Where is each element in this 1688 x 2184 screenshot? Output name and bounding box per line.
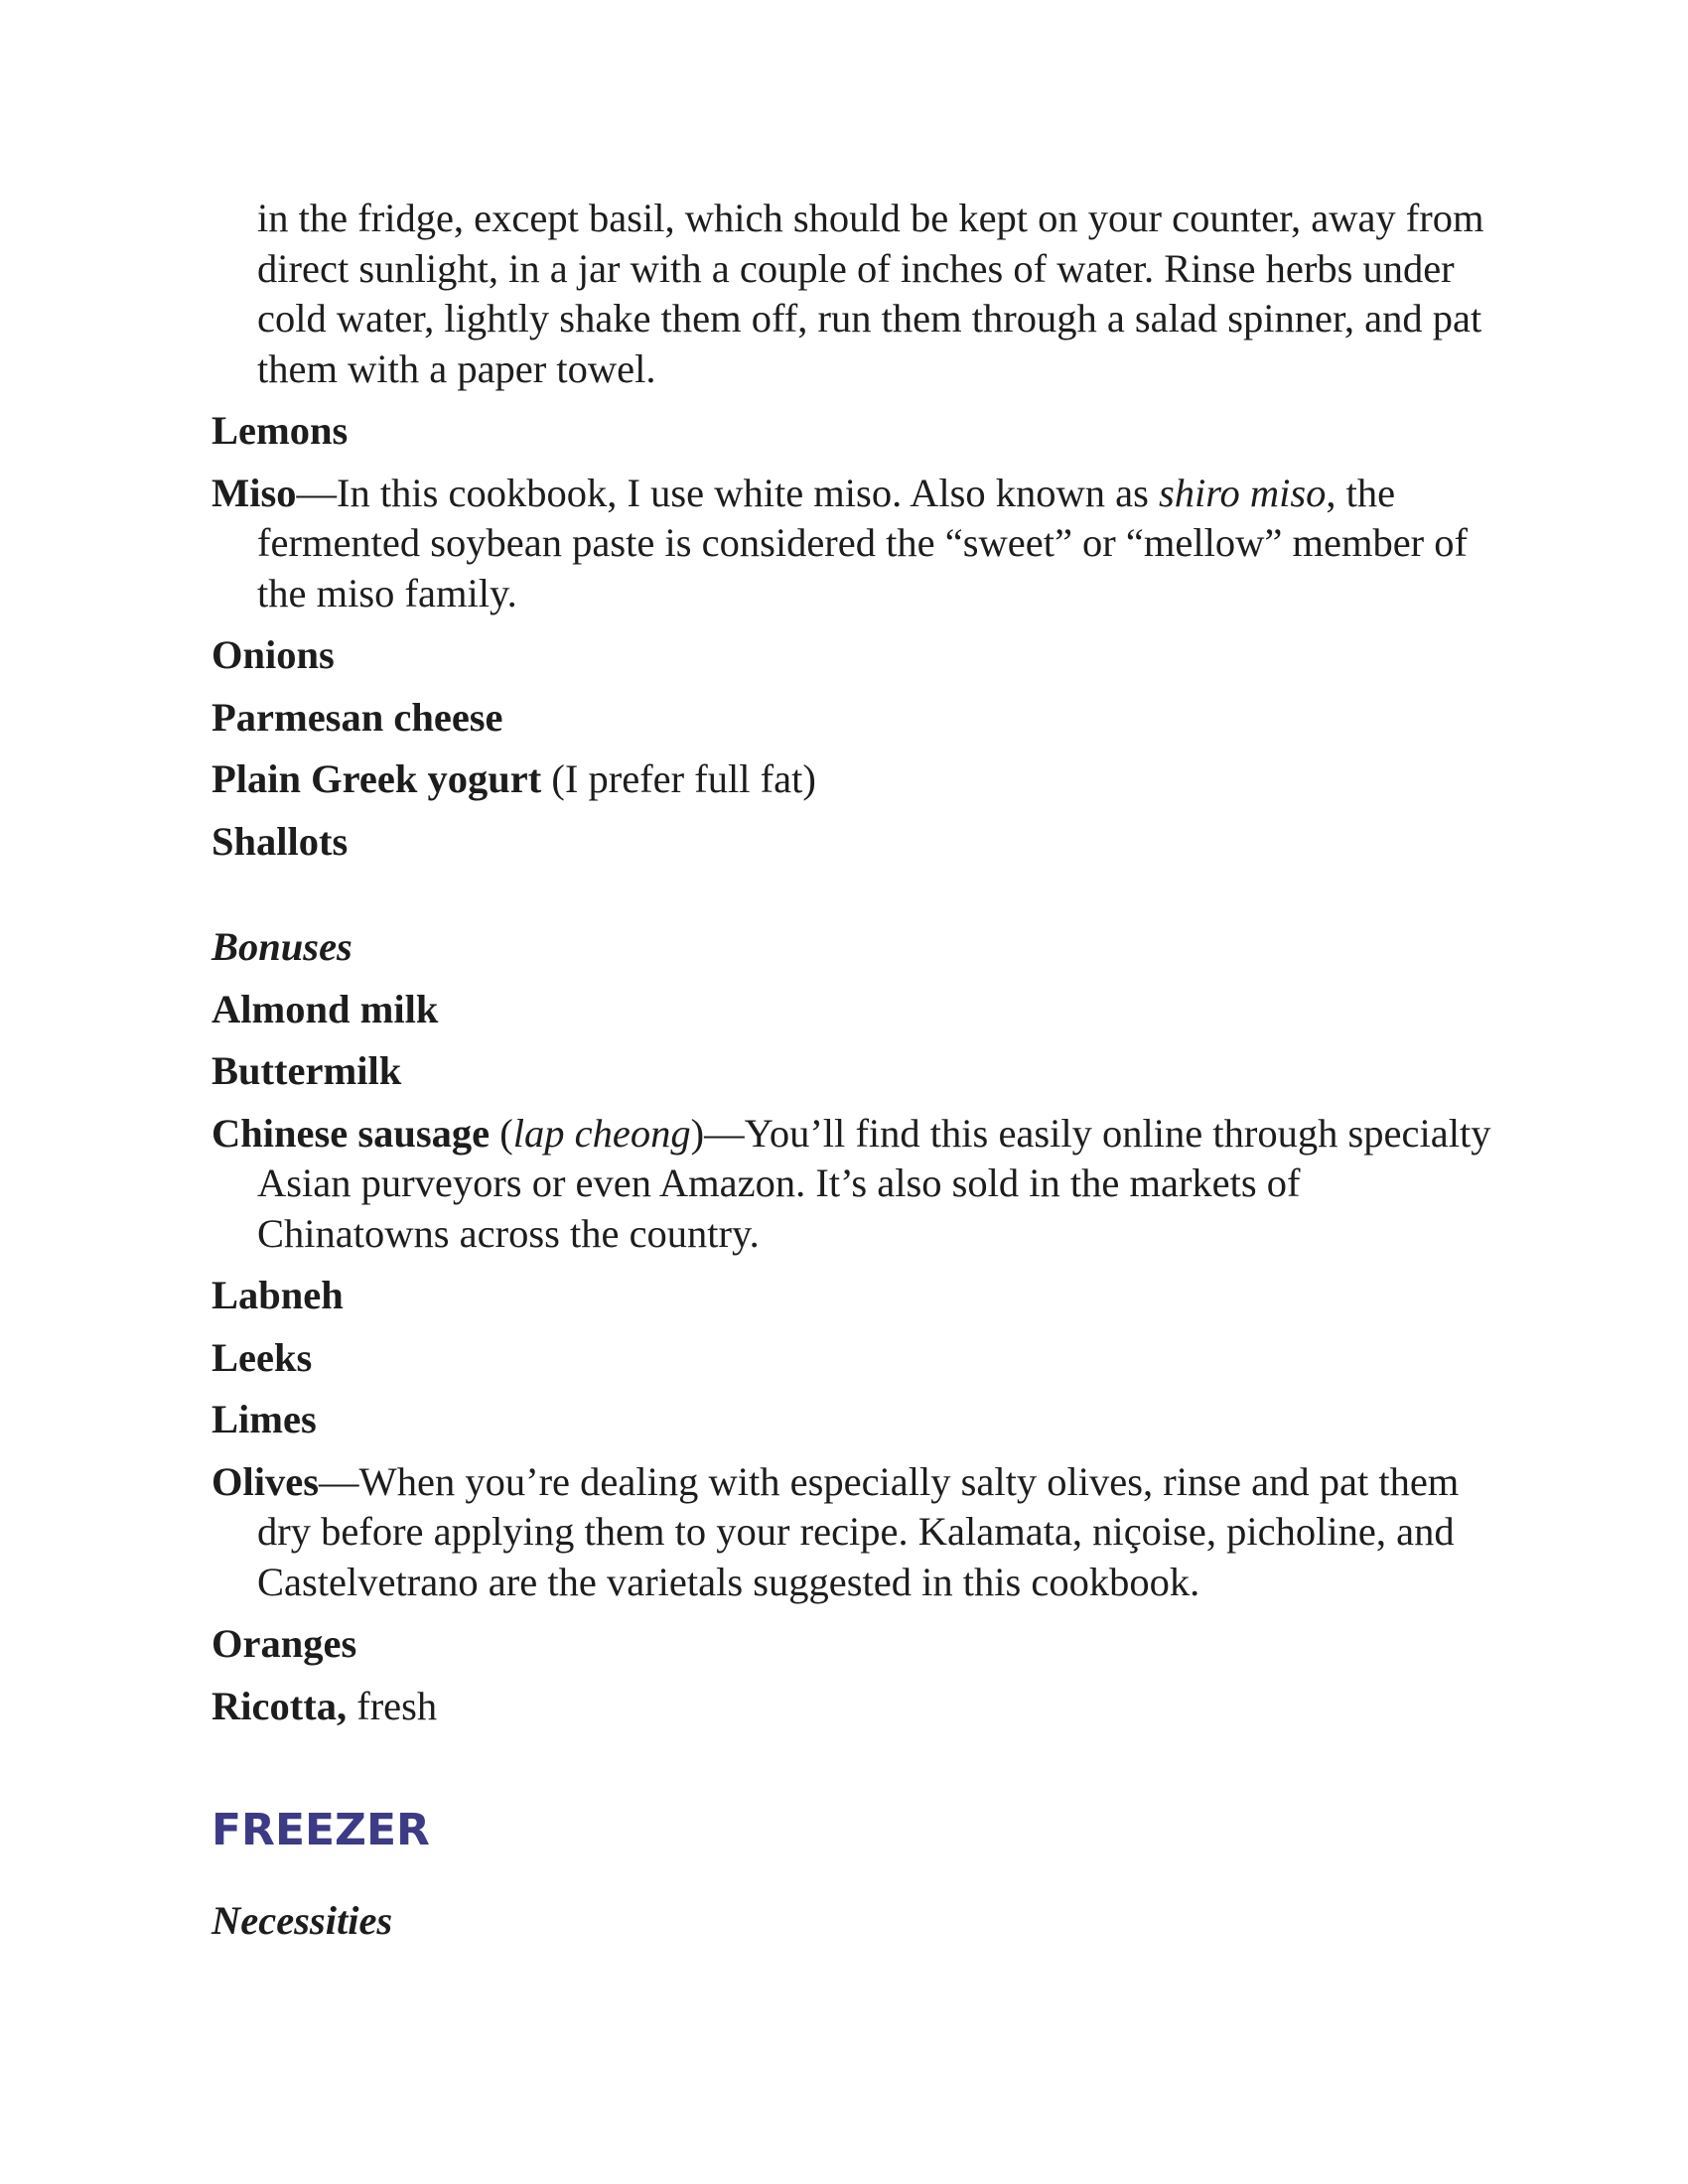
entry-term: Buttermilk [211, 1048, 402, 1093]
entry-text: —When you’re dealing with especially salty olives, rinse and pat them dry before applying them to your recipe. Kalamata, niçoise, picholine, and Castelvetrano are the varietals suggested in this cookbook. [257, 1458, 1460, 1604]
entry-text: ( [490, 1110, 513, 1156]
entry-term: Plain Greek yogurt [211, 756, 542, 801]
entry-term: Oranges [211, 1621, 357, 1666]
entry-parmesan [211, 693, 1492, 744]
entry-text: fresh [347, 1683, 438, 1728]
entry-onions [211, 630, 1492, 681]
entry-text: , the fermented soybean paste is considered the “sweet” or “mellow” member of the miso family. [257, 470, 1469, 615]
freezer-necessities-subheading: Necessities [211, 1898, 393, 1943]
entry-lemons [211, 406, 1492, 457]
entry-almond-milk [211, 985, 1492, 1035]
entry-term: Onions [211, 632, 335, 677]
entry-term: Ricotta, [211, 1683, 348, 1728]
freezer-section-title: FREEZER [211, 1805, 430, 1855]
entry-chinese-sausage [211, 1109, 1492, 1260]
entry-shallots [211, 817, 1492, 868]
page-content [211, 194, 1492, 1959]
herbs-continuation-text: in the fridge, except basil, which should be kept on your counter, away from direct sunlight, in a jar with a couple of inches of water. Rinse herbs under cold water, lightly shake them off, run them through a salad spinner, and pat them with a paper towel. [257, 196, 1484, 391]
entry-term: Labneh [211, 1273, 344, 1317]
entry-italic: shiro miso [1158, 470, 1327, 515]
entry-greek-yogurt [211, 754, 1492, 805]
entry-term: Chinese sausage [211, 1110, 491, 1156]
entry-ricotta [211, 1682, 1492, 1732]
entry-limes [211, 1395, 1492, 1445]
entry-term: Almond milk [211, 986, 439, 1031]
entry-text: )—You’ll find this easily online through specialty Asian purveyors or even Amazon. It’s also sold in the markets of Chinatowns across the country. [257, 1110, 1491, 1256]
entry-leeks [211, 1333, 1492, 1384]
entry-italic: lap cheong [512, 1110, 691, 1156]
entry-term: Miso [211, 470, 297, 515]
entry-olives [211, 1457, 1492, 1608]
entry-text: (I prefer full fat) [541, 756, 816, 801]
entry-oranges [211, 1619, 1492, 1670]
entry-term: Lemons [211, 408, 349, 453]
bonuses-subheading: Bonuses [211, 924, 352, 969]
entry-term: Shallots [211, 818, 349, 864]
entry-miso [211, 469, 1492, 619]
entry-labneh [211, 1271, 1492, 1321]
entry-term: Parmesan cheese [211, 694, 503, 740]
entry-term: Olives [211, 1458, 319, 1504]
entry-buttermilk [211, 1046, 1492, 1097]
entry-term: Leeks [211, 1334, 313, 1380]
entry-text: —In this cookbook, I use white miso. Also known as [296, 470, 1159, 515]
entry-term: Limes [211, 1397, 317, 1441]
